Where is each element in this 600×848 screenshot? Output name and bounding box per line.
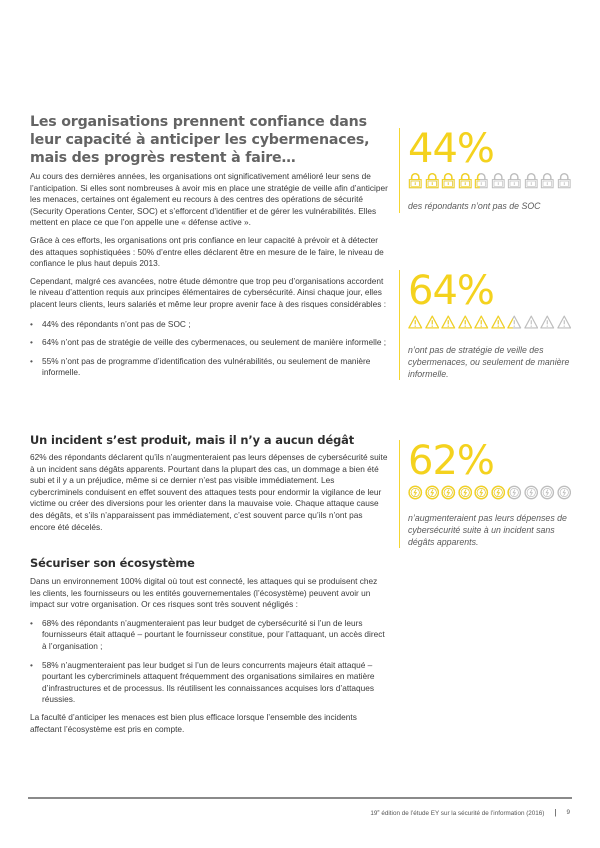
bullet-item: • 44% des répondants n’ont pas de SOC ; (30, 319, 388, 331)
warning-icon (408, 314, 423, 331)
paragraph: Dans un environnement 100% digital où tout est connecté, les attaques qui se produisent chez les clients, les fournisseurs ou les entités gouvernementales (l’écosystème) peuvent avoir un impact sur votre organisation. Or ces risques sont très souvent négligés : (30, 576, 378, 610)
padlock-icon (441, 172, 456, 189)
footer-separator: | (554, 808, 557, 818)
warning-icon (441, 314, 456, 331)
bullet-list (30, 618, 388, 706)
padlock-icon (425, 172, 440, 189)
stat-caption: n’augmenteraient pas leurs dépenses de cybersécurité suite à un incident sans dégâts apparents. (408, 513, 567, 547)
padlock-icon (491, 172, 506, 189)
coin-icon (524, 484, 539, 501)
padlock-icon (458, 172, 473, 189)
page-number: 9 (566, 809, 570, 817)
bullet-item: • 55% n’ont pas de programme d’identification des vulnérabilités, ou seulement de manière informelle. (30, 356, 388, 379)
coin-icon-row (408, 483, 579, 501)
paragraph: Au cours des dernières années, les organisations ont significativement amélioré leur sens de l’anticipation. Si elles sont nombreuses à avoir mis en place une stratégie de veille afin d’anticiper les menaces, certaines ont également eu recours à des centres des opérations de sécurité (Security Operations Center, SOC) et s’efforcent d’identifier et de gérer les vulnérabilités. Elles mettent en place ce que l’on appelle une « défense active ». (30, 171, 388, 228)
page-footer (370, 808, 570, 817)
stat-caption: des répondants n’ont pas de SOC (408, 201, 541, 211)
bullet-item: • 58% n’augmenteraient pas leur budget si l’un de leurs concurrents majeurs était attaqué – pourtant les cybercriminels attaquent fréquemment des organisations similaires en matière d’infrastructures et de processus. Ils réutilisent les connaissances acquises lors d’attaques réussies. (30, 660, 388, 706)
section-anticipation (30, 113, 388, 379)
bullet-item: • 64% n’ont pas de stratégie de veille des cybermenaces, ou seulement de manière informelle ; (30, 337, 388, 349)
paragraph: 62% des répondants déclarent qu’ils n’augmenteraient pas leurs dépenses de cybersécurité suite à un incident sans dégâts apparents. Pourtant dans la plupart des cas, un dommage a bien été subi et il y a un préjudice, même si ce dernier n’est pas visible immédiatement. Les cybercriminels conduisent en effet souvent des attaques tests pour endormir la vigilance de leur victime ou créer des diversions pour les orienter dans la mauvaise voie. Chaque attaque cause des dégâts, et s’ils n’apparaissent pas immédiatement, c’est souvent parce qu’ils n’ont pas encore été décelés. (30, 452, 388, 532)
warning-icon (474, 314, 489, 331)
warning-icon (557, 314, 572, 331)
edition-suffix: e (377, 808, 380, 813)
coin-icon (441, 484, 456, 501)
padlock-icon (507, 172, 522, 189)
edition-number: 19 (370, 810, 378, 818)
warning-icon (425, 314, 440, 331)
padlock-icon (557, 172, 572, 189)
coin-icon (425, 484, 440, 501)
footer-divider (28, 797, 572, 799)
stat-soc (399, 128, 579, 213)
padlock-icon (474, 172, 489, 189)
bullet-list (30, 319, 388, 379)
paragraph: Grâce à ces efforts, les organisations ont pris confiance en leur capacité à prévoir et à détecter des attaques sophistiquées : 50% d’entre elles déclarent être en mesure de le faire, le niveau de confiance le plus haut depuis 2013. (30, 234, 384, 269)
warning-icon (491, 314, 506, 331)
coin-icon (557, 484, 572, 501)
coin-icon (408, 484, 423, 501)
coin-icon (540, 484, 555, 501)
coin-icon (474, 484, 489, 501)
padlock-icon (524, 172, 539, 189)
closing-paragraph: La faculté d’anticiper les menaces est bien plus efficace lorsque l’ensemble des incidents affectant l’écosystème est pris en compte. (30, 711, 357, 734)
warning-icon (524, 314, 539, 331)
warning-icon-row (408, 313, 579, 331)
stat-value: 62% (408, 438, 494, 484)
warning-icon (458, 314, 473, 331)
padlock-icon (408, 172, 423, 189)
warning-icon (540, 314, 555, 331)
padlock-icon (540, 172, 555, 189)
stat-value: 44% (408, 126, 494, 172)
section-title: Sécuriser son écosystème (30, 556, 195, 570)
stat-depenses (399, 440, 579, 548)
section-incident (30, 433, 388, 533)
stat-veille (399, 270, 579, 380)
section-title: Les organisations prennent confiance dans leur capacité à anticiper les cybermenaces, mais des progrès restent à faire… (30, 114, 370, 166)
padlock-icon-row (408, 171, 579, 189)
warning-icon (507, 314, 522, 331)
coin-icon (507, 484, 522, 501)
bullet-item: • 68% des répondants n’augmenteraient pas leur budget de cybersécurité si l’un de leurs fournisseurs était attaqué – pourtant le fournisseur constitue, pour l’attaquant, un accès direct à l’organisation ; (30, 618, 388, 653)
coin-icon (458, 484, 473, 501)
coin-icon (491, 484, 506, 501)
footer-title (370, 808, 544, 817)
stat-caption: n’ont pas de stratégie de veille des cybermenaces, ou seulement de manière informelle. (408, 345, 570, 379)
stat-value: 64% (408, 268, 494, 314)
paragraph: Cependant, malgré ces avancées, notre étude démontre que trop peu d’organisations accordent le niveau d’attention requis aux principes élémentaires de cybersécurité. Ainsi chaque jour, elles placent leurs clients, leurs salariés et même leur propre avenir face à des risques considérables : (30, 275, 387, 309)
section-ecosystem (30, 556, 388, 735)
footer-text: édition de l’étude EY sur la sécurité de l’information (2016) (379, 810, 545, 818)
section-title: Un incident s’est produit, mais il n’y a aucun dégât (30, 433, 355, 447)
